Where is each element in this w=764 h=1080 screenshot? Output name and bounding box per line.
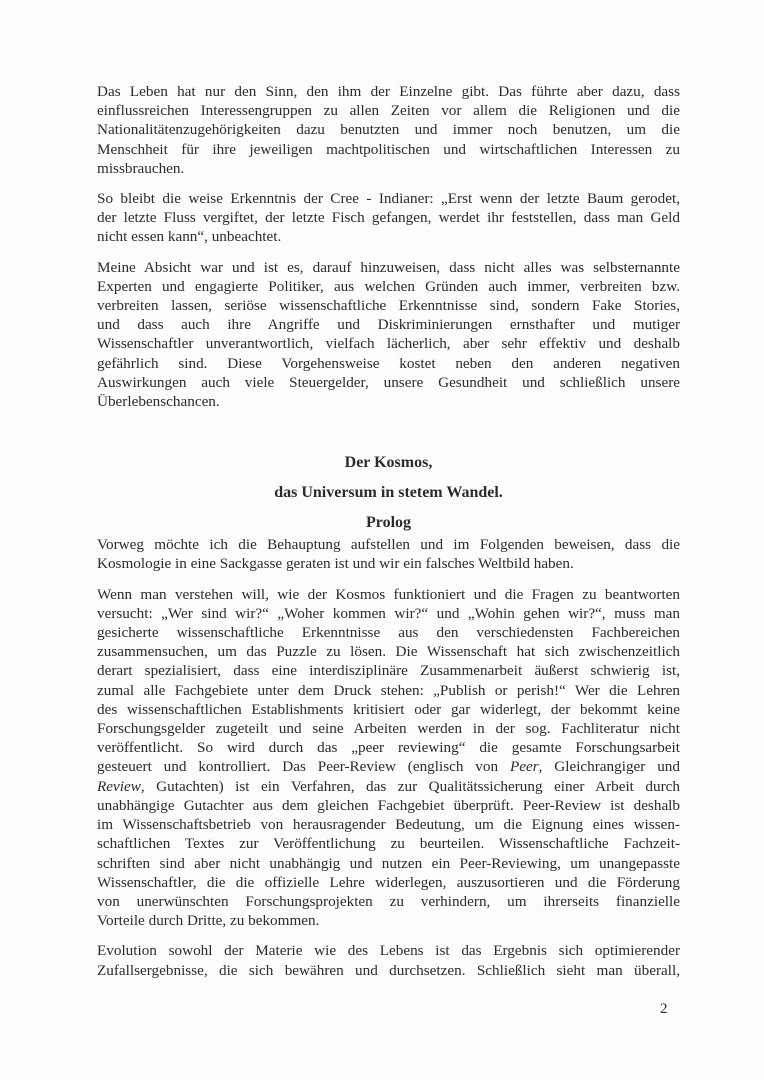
text-line: nicht essen kann“, unbeachtet. <box>97 228 282 246</box>
text-line: So bleibt die weise Erkenntnis der Cree - Indianer: „Erst wenn der letzte Baum gerodet, <box>97 190 680 208</box>
text-line: Auswirkungen auch viele Steuergelder, unsere Gesundheit und schließlich unsere <box>97 373 680 391</box>
title-heading: das Universum in stetem Wandel. <box>274 484 503 502</box>
text-line: verbreiten lassen, seriöse wissenschaftliche Erkenntnisse sind, sondern Fake Stories, <box>97 297 680 315</box>
text-line: unabhängige Gutachter aus dem gleichen Fachgebiet überprüft. Peer-Review ist deshalb <box>97 796 680 814</box>
text-line: gesicherte wissenschaftliche Erkenntnisse aus den verschiedensten Fachbereichen <box>97 624 680 642</box>
text-line: schaftlichen Textes zur Veröffentlichung zu beurteilen. Wissenschaftliche Fachzeit- <box>97 835 680 853</box>
text-line: Experten und engagierte Politiker, aus welchen Gründen auch immer, verbreiten bzw. <box>97 277 680 295</box>
prolog-section <box>97 535 680 979</box>
text-line: Wissenschaftler, die die offizielle Lehre widerlegen, auszusortieren und die Förderung <box>97 873 680 891</box>
text-line: im Wissenschaftsbetrieb von herausragender Bedeutung, um die Eignung eines wissen- <box>97 816 680 834</box>
text-line: Wenn man verstehen will, wie der Kosmos funktioniert und die Fragen zu beantworten <box>97 585 680 603</box>
text-line: derart spezialisiert, dass eine interdisziplinäre Zusammenarbeit äußerst schwierig ist, <box>97 662 680 680</box>
title-heading: Der Kosmos, <box>344 454 433 472</box>
text-line: schriften sind aber nicht unabhängig und nutzen ein Peer-Reviewing, um unangepasste <box>97 854 680 872</box>
page-number: 2 <box>660 1001 668 1017</box>
text-line: Vorteile durch Dritte, zu bekommen. <box>97 912 320 930</box>
text-line: Menschheit für ihre jeweiligen machtpolitischen und wirtschaftlichen Interessen zu <box>97 140 680 158</box>
text-line: Überlebenschancen. <box>97 393 220 411</box>
text-line: Zufallsergebnisse, die sich bewähren und durchsetzen. Schließlich sieht man überall, <box>97 961 680 979</box>
text-line: Vorweg möchte ich die Behauptung aufstellen und im Folgenden beweisen, dass die <box>97 536 680 554</box>
text-line: missbrauchen. <box>97 159 185 177</box>
text-line: von unerwünschten Forschungsprojekten zu verhindern, um ihrerseits finanzielle <box>97 892 680 910</box>
paragraph <box>97 189 680 247</box>
section-heading: Prolog <box>365 514 412 532</box>
intro-section <box>97 82 680 411</box>
text-line: Forschungsgelder zugeteilt und seine Arbeiten werden in der sog. Fachliteratur nicht <box>97 720 680 738</box>
text-line: gesteuert und kontrolliert. Das Peer-Review (englisch von Peer, Gleichrangiger und <box>97 758 680 776</box>
paragraph <box>97 535 680 573</box>
text-line: Nationalitätenzugehörigkeiten dazu benutzten und immer noch benutzen, um die <box>97 121 680 139</box>
text-line: gefährlich sind. Diese Vorgehensweise kostet neben den anderen negativen <box>97 354 680 372</box>
text-line: einflussreichen Interessengruppen zu allen Zeiten vor allem die Religionen und die <box>97 102 680 120</box>
text-line: Das Leben hat nur den Sinn, den ihm der Einzelne gibt. Das führte aber dazu, dass <box>97 83 680 100</box>
document-page <box>97 82 680 980</box>
text-line: Wissenschaftler unverantwortlich, vielfach lächerlich, aber sehr effektiv und deshalb <box>97 335 680 353</box>
text-line: Review, Gutachten) ist ein Verfahren, das zur Qualitätssicherung einer Arbeit durch <box>97 777 680 795</box>
text-line: der letzte Fluss vergiftet, der letzte Fisch gefangen, werdet ihr feststellen, dass man Geld <box>97 209 680 227</box>
text-line: und dass auch ihre Angriffe und Diskriminierungen ernsthafter und mutiger <box>97 316 680 334</box>
text-line: versucht: „Wer sind wir?“ „Woher kommen wir?“ und „Wohin gehen wir?“, muss man <box>97 604 680 622</box>
title-block <box>97 453 680 533</box>
text-line: Meine Absicht war und ist es, darauf hinzuweisen, dass nicht alles was selbsternannte <box>97 258 680 276</box>
text-line: Kosmologie in eine Sackgasse geraten ist und wir ein falsches Weltbild haben. <box>97 555 574 573</box>
text-line: veröffentlicht. So wird durch das „peer reviewing“ die gesamte Forschungsarbeit <box>97 739 680 757</box>
paragraph <box>97 585 680 931</box>
paragraph <box>97 258 680 412</box>
paragraph <box>97 941 680 979</box>
text-line: des wissenschaftlichen Establishments kritisiert oder gar widerlegt, der bekommt keine <box>97 700 680 718</box>
text-line: Evolution sowohl der Materie wie des Lebens ist das Ergebnis sich optimierender <box>97 942 680 960</box>
text-line: zumal alle Fachgebiete unter dem Druck stehen: „Publish or perish!“ Wer die Lehren <box>97 681 680 699</box>
paragraph <box>97 82 680 178</box>
text-line: zusammensuchen, um das Puzzle zu lösen. Die Wissenschaft hat sich zwischenzeitlich <box>97 643 680 661</box>
